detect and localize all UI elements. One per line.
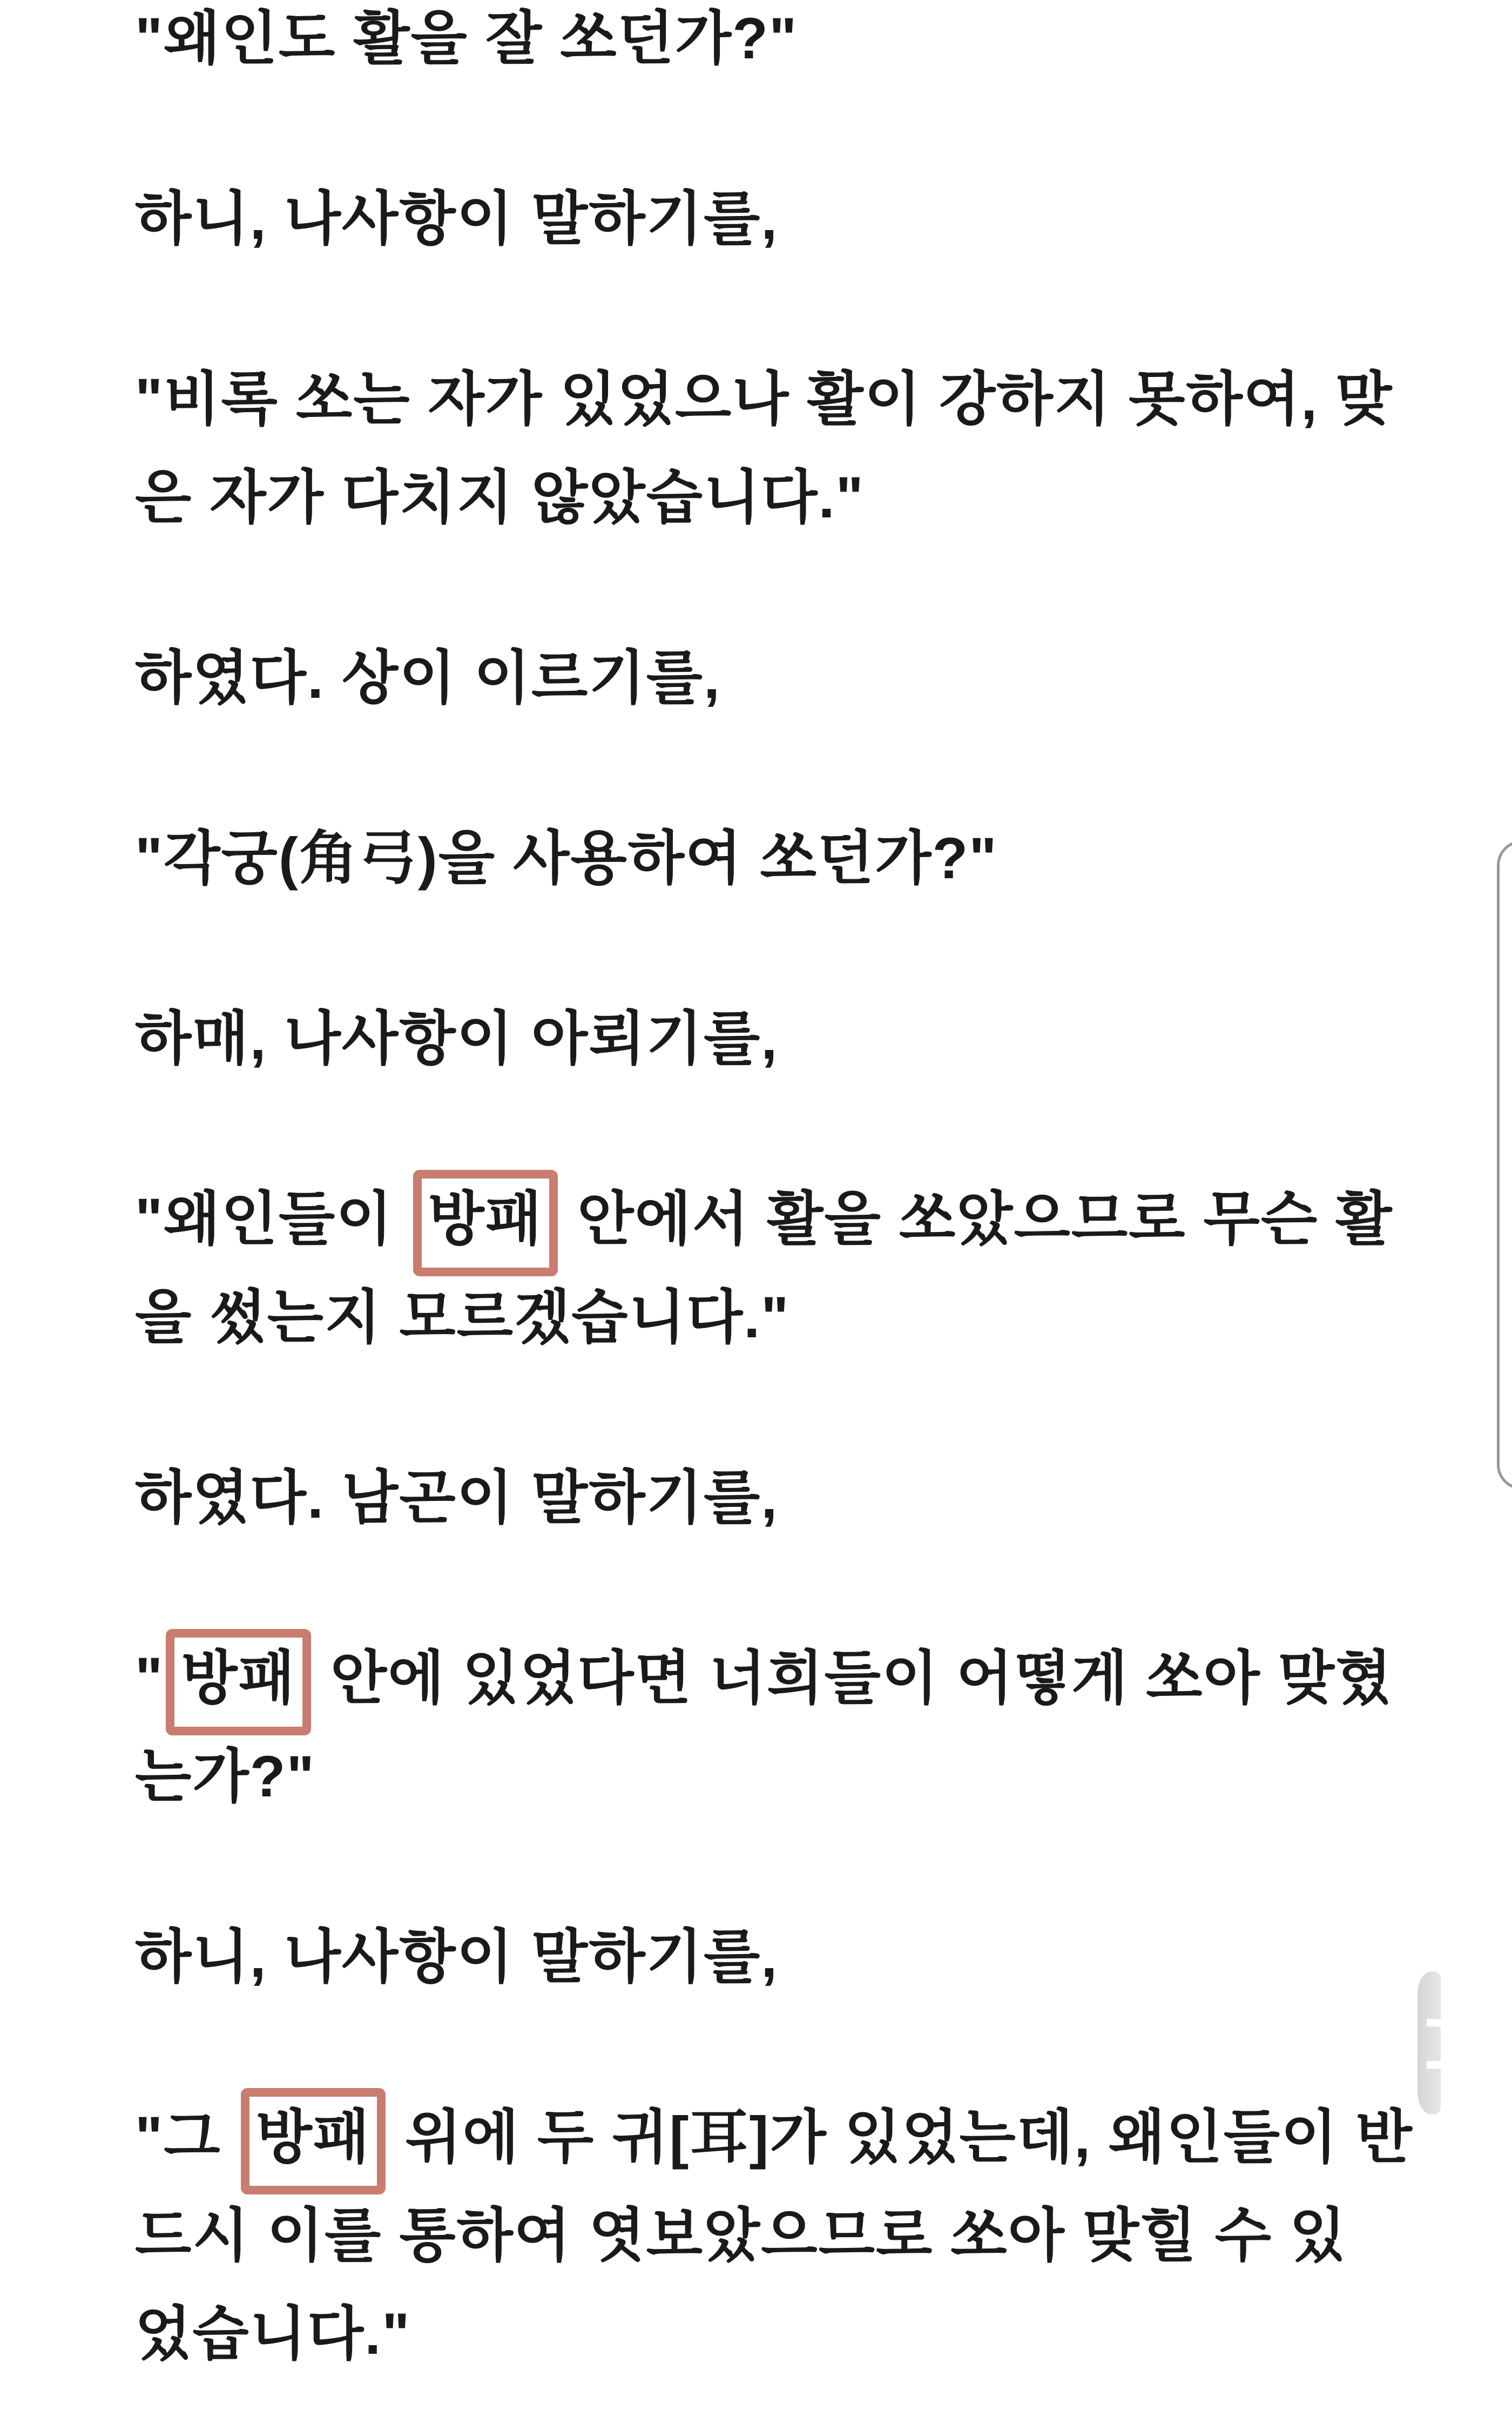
text-line <box>135 1449 1469 1547</box>
highlighted-term: 방패 <box>166 1629 311 1735</box>
text-line <box>135 1908 1469 2006</box>
text-segment: 는가?" <box>135 1743 315 1809</box>
highlighted-term: 방패 <box>241 2088 386 2194</box>
scrollbar-thumb[interactable] <box>1418 1971 1441 2115</box>
text-line <box>135 448 1469 547</box>
paragraph <box>135 1449 1469 1547</box>
paragraph <box>135 1629 1469 1826</box>
text-line <box>135 2088 1469 2186</box>
text-segment: "그 <box>135 2104 239 2170</box>
text-segment: "왜인들이 <box>135 1186 411 1251</box>
text-line <box>135 1629 1469 1727</box>
paragraph <box>135 629 1469 727</box>
text-line <box>135 1268 1469 1366</box>
paragraph <box>135 1908 1469 2006</box>
text-line <box>135 809 1469 907</box>
text-segment: 안에 있었다면 너희들이 어떻게 쏘아 맞혔 <box>313 1645 1393 1711</box>
paragraph <box>135 809 1469 907</box>
text-line <box>135 2285 1469 2383</box>
text-segment: 었습니다." <box>135 2301 411 2366</box>
scrollbar-thumb-notch <box>1427 2019 1441 2026</box>
text-segment: "비록 쏘는 자가 있었으나 활이 강하지 못하여, 맞 <box>135 366 1393 432</box>
text-segment: "각궁(角弓)을 사용하여 쏘던가?" <box>135 825 998 891</box>
text-segment: 안에서 활을 쏘았으므로 무슨 활 <box>560 1186 1393 1251</box>
text-segment: 하매, 나사항이 아뢰기를, <box>135 1006 779 1071</box>
edge-scrollbar-outline[interactable] <box>1497 840 1512 1490</box>
paragraph <box>135 350 1469 547</box>
text-segment: "왜인도 활을 잘 쏘던가?" <box>135 5 798 71</box>
text-line <box>135 1727 1469 1826</box>
text-segment: 하였다. 상이 이르기를, <box>135 645 721 710</box>
paragraph <box>135 989 1469 1088</box>
text-line <box>135 629 1469 727</box>
text-line <box>135 1170 1469 1268</box>
text-segment: 을 썼는지 모르겠습니다." <box>135 1284 790 1350</box>
text-segment: " <box>135 1645 164 1711</box>
paragraph <box>135 2088 1469 2383</box>
paragraph <box>135 170 1469 268</box>
text-line <box>135 350 1469 448</box>
text-segment: 하였다. 남곤이 말하기를, <box>135 1465 779 1530</box>
text-segment: 드시 이를 통하여 엿보았으므로 쏘아 맞힐 수 있 <box>135 2203 1347 2268</box>
text-segment: 하니, 나사항이 말하기를, <box>135 1924 779 1989</box>
scrollbar-thumb-notch <box>1427 2061 1441 2069</box>
text-segment: 하니, 나사항이 말하기를, <box>135 186 779 251</box>
text-line <box>135 989 1469 1088</box>
highlighted-term: 방패 <box>413 1170 558 1276</box>
text-line <box>135 0 1469 87</box>
document-body <box>135 0 1469 2383</box>
text-segment: 위에 두 귀[耳]가 있었는데, 왜인들이 반 <box>388 2104 1413 2170</box>
text-line <box>135 170 1469 268</box>
text-line <box>135 2186 1469 2285</box>
text-segment: 은 자가 다치지 않았습니다." <box>135 464 865 530</box>
paragraph <box>135 0 1469 87</box>
paragraph <box>135 1170 1469 1366</box>
